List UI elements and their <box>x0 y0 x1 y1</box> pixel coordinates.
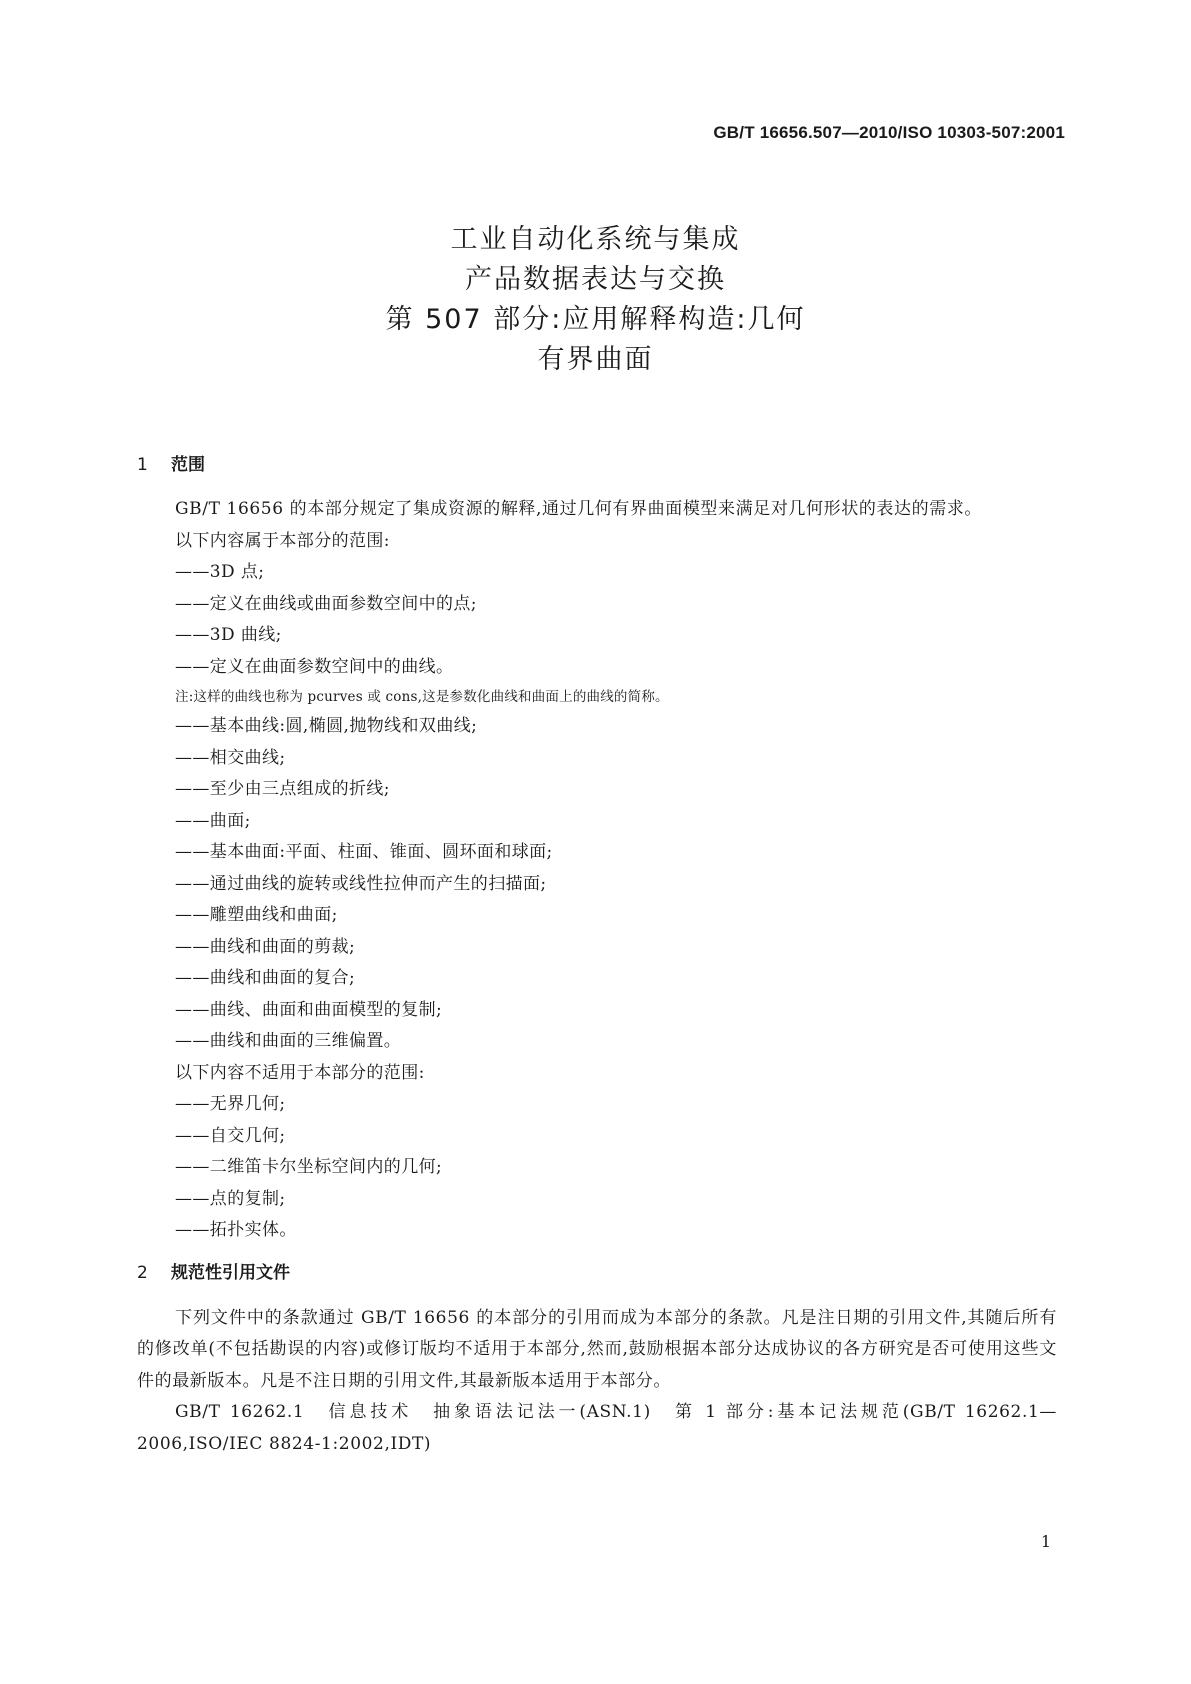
references-paragraph: 下列文件中的条款通过 GB/T 16656 的本部分的引用而成为本部分的条款。凡是注日期的引用文件,其随后所有的修改单(不包括勘误的内容)或修订版均不适用于本部分,然而,鼓励根据本部分达成协议的各方研究是否可使用这些文件的最新版本。凡是不注日期的引用文件,其最新版本适用于本部分。 <box>137 1307 1057 1391</box>
section-number: 2 <box>137 1262 148 1283</box>
section-heading-scope <box>137 450 1057 481</box>
list-item: ——基本曲线:圆,椭圆,抛物线和双曲线; <box>175 716 478 736</box>
out-scope-lead: 以下内容不适用于本部分的范围: <box>175 1062 425 1083</box>
list-item: ——二维笛卡尔坐标空间内的几何; <box>175 1157 443 1177</box>
page-number: 1 <box>1040 1532 1051 1551</box>
section-number: 1 <box>137 455 148 475</box>
title-line: 有界曲面 <box>537 344 654 375</box>
list-item: ——定义在曲线或曲面参数空间中的点; <box>175 593 477 614</box>
list-item: ——自交几何; <box>175 1125 286 1146</box>
document-title <box>0 220 1191 380</box>
list-item: ——曲面; <box>175 810 251 831</box>
title-line: 产品数据表达与交换 <box>465 264 726 295</box>
section-title: 范围 <box>171 455 205 475</box>
list-item: ——相交曲线; <box>175 747 286 768</box>
out-scope-list <box>137 1089 1057 1247</box>
title-line: 第 507 部分:应用解释构造:几何 <box>385 304 806 335</box>
list-item: ——曲线和曲面的剪裁; <box>175 936 356 957</box>
list-item: ——3D 点; <box>175 562 265 582</box>
scope-intro-paragraph: GB/T 16656 的本部分规定了集成资源的解释,通过几何有界曲面模型来满足对几何形状的表达的需求。 <box>175 499 983 519</box>
section-title: 规范性引用文件 <box>171 1262 290 1283</box>
list-item: ——曲线、曲面和曲面模型的复制; <box>175 999 443 1020</box>
list-item: ——至少由三点组成的折线; <box>175 779 390 799</box>
standard-code: GB/T 16656.507—2010/ISO 10303-507:2001 <box>713 123 1065 142</box>
title-line: 工业自动化系统与集成 <box>450 224 741 255</box>
document-body <box>137 450 1057 1460</box>
list-item: ——曲线和曲面的三维偏置。 <box>175 1031 402 1051</box>
reference-entry: GB/T 16262.1 信息技术 抽象语法记法一(ASN.1) 第 1 部分:基本记法规范(GB/T 16262.1—2006,ISO/IEC 8824-1:2002,IDT) <box>137 1402 1057 1454</box>
list-item: ——3D 曲线; <box>175 625 282 645</box>
in-scope-list-b <box>137 711 1057 1058</box>
section-heading-normative-references <box>137 1258 1057 1289</box>
note: 注:这样的曲线也称为 pcurves 或 cons,这是参数化曲线和曲面上的曲线的简称。 <box>175 689 669 705</box>
list-item: ——无界几何; <box>175 1094 286 1114</box>
list-item: ——定义在曲面参数空间中的曲线。 <box>175 656 454 677</box>
in-scope-list-a <box>137 557 1057 683</box>
in-scope-lead: 以下内容属于本部分的范围: <box>175 530 390 551</box>
list-item: ——通过曲线的旋转或线性拉伸而产生的扫描面; <box>175 873 547 894</box>
list-item: ——拓扑实体。 <box>175 1220 297 1240</box>
list-item: ——基本曲面:平面、柱面、锥面、圆环面和球面; <box>175 842 553 862</box>
list-item: ——点的复制; <box>175 1188 286 1209</box>
list-item: ——曲线和曲面的复合; <box>175 968 356 988</box>
list-item: ——雕塑曲线和曲面; <box>175 905 338 925</box>
